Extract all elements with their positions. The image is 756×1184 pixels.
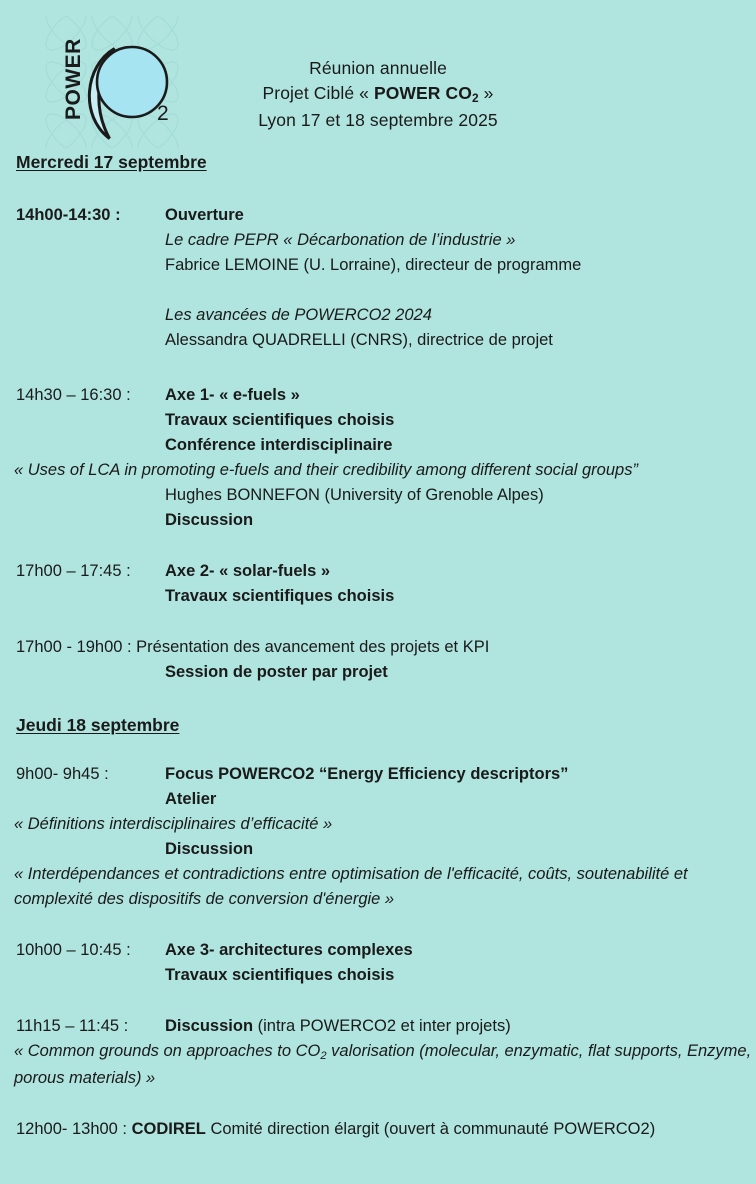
- speaker-bonnefon: Hughes BONNEFON (University of Grenoble Alpes): [165, 486, 544, 504]
- agenda-entry-axe3: [16, 938, 756, 988]
- title-line-meeting: Réunion annuelle: [309, 58, 447, 78]
- entry-note-discussion: (intra POWERCO2 et inter projets): [253, 1017, 511, 1035]
- agenda-entry-discussion: [16, 1014, 756, 1039]
- agenda-entry-codirel: [16, 1117, 756, 1142]
- quote-interdependances: « Interdépendances et contradictions entre optimisation de l'efficacité, coûts, soutenabilité et complexité des dispositifs de conversion d'énergie »: [14, 865, 688, 908]
- logo-subscript-2: 2: [157, 102, 169, 125]
- agenda-entry-focus: [16, 762, 756, 812]
- entry-time-discussion: 11h15 – 11:45 :: [16, 1017, 129, 1035]
- entry-note-codirel: Comité direction élargit (ouvert à communauté POWERCO2): [205, 1120, 656, 1138]
- entry-line-discussion-axe1: Discussion: [165, 511, 254, 529]
- quote-lca-talk: « Uses of LCA in promoting e-fuels and their credibility among different social groups”: [14, 461, 638, 479]
- day-heading-wednesday: Mercredi 17 septembre: [16, 152, 207, 172]
- power-co2-logo: [44, 16, 180, 148]
- document-header: [0, 0, 756, 152]
- entry-line-axe2-title: Axe 2- « solar-fuels »: [165, 562, 331, 580]
- entry-time-codirel: 12h00- 13h00 :: [16, 1120, 132, 1138]
- entry-time-opening: 14h00-14:30 :: [16, 206, 121, 224]
- quote-co2-subscript: 2: [320, 1050, 327, 1062]
- entry-line-poster-session: Session de poster par projet: [165, 663, 388, 681]
- entry-content-axe2: [165, 559, 740, 609]
- entry-line-discussion-row: [165, 1014, 740, 1039]
- title-project-prefix: Projet Ciblé «: [262, 83, 374, 103]
- agenda-entry-axe1: [16, 383, 756, 458]
- entry-label-codirel: CODIREL: [131, 1120, 206, 1138]
- entry-line-focus-title: Focus POWERCO2 “Energy Efficiency descriptors”: [165, 765, 569, 783]
- page-title: [200, 56, 556, 133]
- quote-common-grounds: [14, 1039, 756, 1091]
- entry-line-discussion-focus: Discussion: [165, 840, 254, 858]
- entry-line-axe3-works: Travaux scientifiques choisis: [165, 966, 395, 984]
- entry-line-powerco2-advances: Les avancées de POWERCO2 2024: [165, 306, 432, 324]
- entry-line-atelier: Atelier: [165, 790, 217, 808]
- entry-time-axe2: 17h00 – 17:45 :: [16, 562, 131, 580]
- entry-line-ouverture: Ouverture: [165, 206, 244, 224]
- agenda-entry-axe2: [16, 559, 756, 609]
- title-project-name: POWER CO: [373, 83, 472, 103]
- entry-line-speaker-lemoine: Fabrice LEMOINE (U. Lorraine), directeur de programme: [165, 256, 582, 274]
- entry-line-speaker-quadrelli: Alessandra QUADRELLI (CNRS), directrice de projet: [165, 331, 553, 349]
- entry-line-axe1-conference: Conférence interdisciplinaire: [165, 436, 393, 454]
- entry-line-pepr-frame: Le cadre PEPR « Décarbonation de l’industrie »: [165, 231, 516, 249]
- entry-content-axe3: [165, 938, 740, 988]
- quote-definitions: « Définitions interdisciplinaires d’efficacité »: [14, 815, 333, 833]
- entry-line-blank: [165, 278, 740, 303]
- entry-content-axe1: [165, 383, 740, 458]
- entry-content-discussion: [165, 1014, 740, 1039]
- quote-common-grounds-prefix: « Common grounds on approaches to CO: [14, 1042, 321, 1060]
- entry-time-axe3: 10h00 – 10:45 :: [16, 941, 131, 959]
- entry-line-axe2-works: Travaux scientifiques choisis: [165, 587, 395, 605]
- title-line-project: [200, 81, 556, 108]
- agenda-entry-poster: 17h00 - 19h00 : Présentation des avancement des projets et KPI: [16, 638, 490, 656]
- entry-content-focus: [165, 762, 740, 812]
- entry-content-opening: [165, 203, 740, 353]
- quote-common-grounds-suffix: valorisation (molecular, enzymatic, flat supports, Enzyme, porous materials) »: [14, 1042, 752, 1087]
- title-line-location-date: Lyon 17 et 18 septembre 2025: [258, 110, 498, 130]
- agenda-body: [0, 152, 756, 1142]
- entry-line-axe3-title: Axe 3- architectures complexes: [165, 941, 413, 959]
- entry-label-discussion: Discussion: [165, 1017, 254, 1035]
- logo-power-word: POWER: [62, 38, 85, 120]
- entry-line-axe1-works: Travaux scientifiques choisis: [165, 411, 395, 429]
- day-heading-thursday: Jeudi 18 septembre: [16, 715, 180, 735]
- title-project-subscript: 2: [471, 91, 479, 105]
- title-project-suffix: »: [478, 83, 494, 103]
- entry-time-focus: 9h00- 9h45 :: [16, 765, 109, 783]
- entry-time-axe1: 14h30 – 16:30 :: [16, 386, 131, 404]
- agenda-entry-opening: [16, 203, 756, 353]
- entry-line-axe1-title: Axe 1- « e-fuels »: [165, 386, 300, 404]
